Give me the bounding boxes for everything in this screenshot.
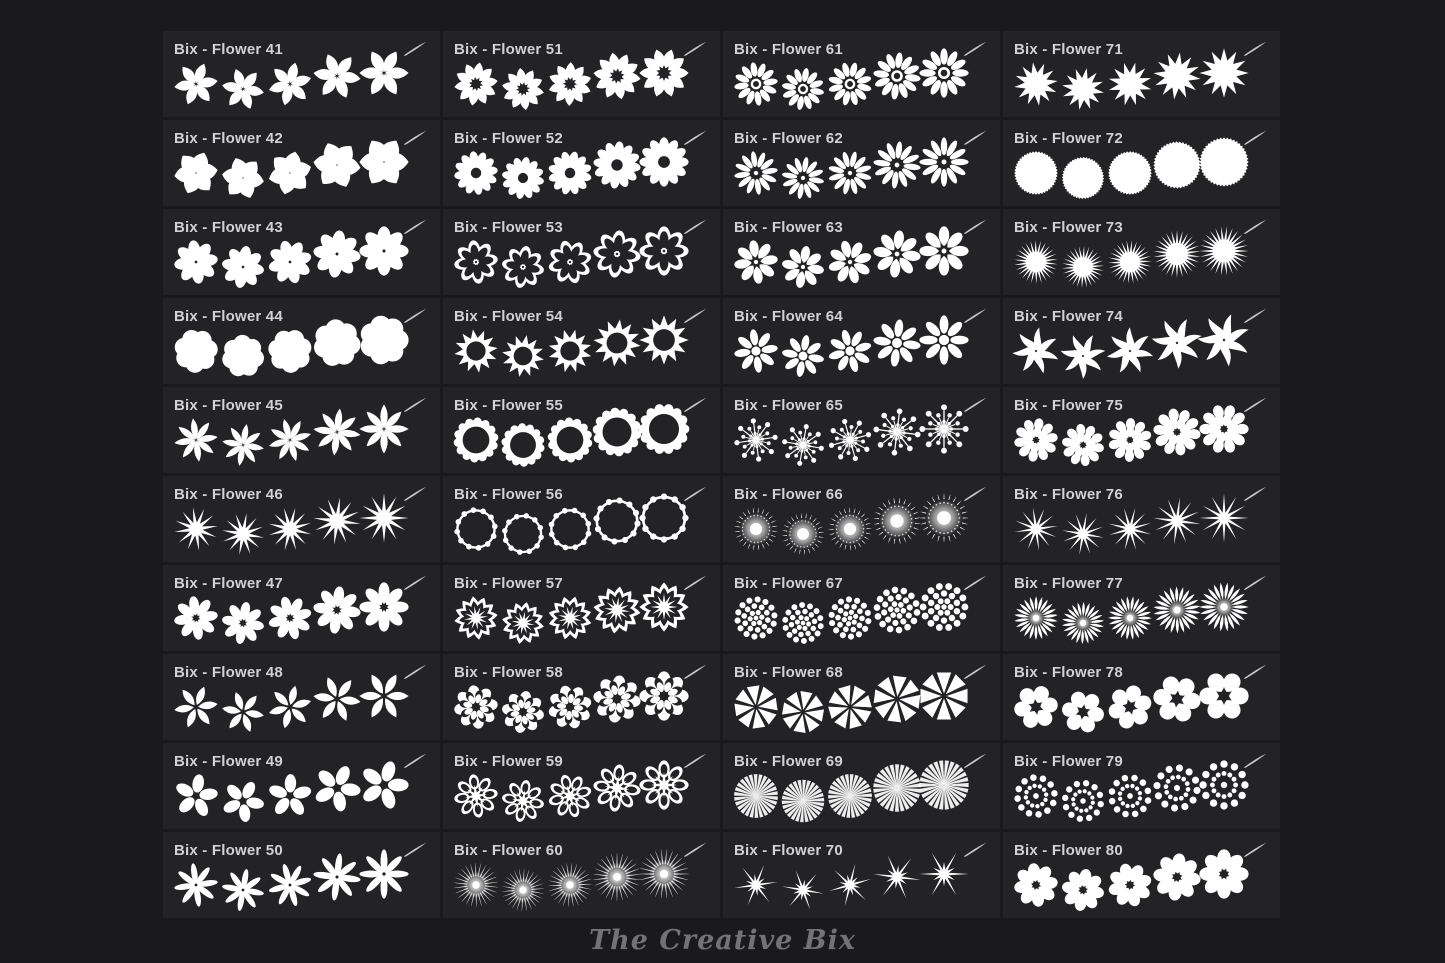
brush-stroke-icon bbox=[682, 219, 708, 235]
brush-title: Bix - Flower 61 bbox=[734, 41, 843, 58]
brand-logo: The Creative Bix bbox=[589, 925, 856, 956]
brush-card[interactable] bbox=[443, 476, 720, 562]
brush-title: Bix - Flower 66 bbox=[734, 486, 843, 503]
brush-stroke-icon bbox=[682, 664, 708, 680]
brush-title: Bix - Flower 41 bbox=[174, 41, 283, 58]
brush-stroke-icon bbox=[402, 575, 428, 591]
brush-stroke-icon bbox=[682, 486, 708, 502]
brush-card[interactable] bbox=[443, 31, 720, 117]
brush-title: Bix - Flower 60 bbox=[454, 842, 563, 859]
brush-title: Bix - Flower 56 bbox=[454, 486, 563, 503]
brush-card[interactable] bbox=[723, 387, 1000, 473]
brush-title: Bix - Flower 64 bbox=[734, 308, 843, 325]
brush-title: Bix - Flower 53 bbox=[454, 219, 563, 236]
brush-stroke-icon bbox=[402, 397, 428, 413]
brush-title: Bix - Flower 58 bbox=[454, 664, 563, 681]
brush-title: Bix - Flower 70 bbox=[734, 842, 843, 859]
brush-stroke-icon bbox=[1242, 397, 1268, 413]
brush-title: Bix - Flower 76 bbox=[1014, 486, 1123, 503]
brush-title: Bix - Flower 43 bbox=[174, 219, 283, 236]
brush-card[interactable] bbox=[163, 476, 440, 562]
brush-stroke-icon bbox=[962, 130, 988, 146]
brush-stroke-icon bbox=[962, 486, 988, 502]
brush-title: Bix - Flower 54 bbox=[454, 308, 563, 325]
brush-title: Bix - Flower 47 bbox=[174, 575, 283, 592]
brush-title: Bix - Flower 73 bbox=[1014, 219, 1123, 236]
brush-card[interactable] bbox=[1003, 387, 1280, 473]
brush-title: Bix - Flower 49 bbox=[174, 753, 283, 770]
brush-stroke-icon bbox=[1242, 308, 1268, 324]
brush-title: Bix - Flower 50 bbox=[174, 842, 283, 859]
brush-card[interactable] bbox=[1003, 298, 1280, 384]
brush-stroke-icon bbox=[402, 308, 428, 324]
brush-stroke-icon bbox=[682, 41, 708, 57]
brush-card[interactable] bbox=[443, 743, 720, 829]
brush-stroke-icon bbox=[1242, 219, 1268, 235]
brush-card[interactable] bbox=[723, 298, 1000, 384]
brush-stroke-icon bbox=[682, 308, 708, 324]
brush-card[interactable] bbox=[723, 565, 1000, 651]
brush-card[interactable] bbox=[1003, 654, 1280, 740]
brush-title: Bix - Flower 68 bbox=[734, 664, 843, 681]
brush-card[interactable] bbox=[1003, 120, 1280, 206]
brush-card[interactable] bbox=[443, 654, 720, 740]
brush-stroke-icon bbox=[402, 753, 428, 769]
brush-card[interactable] bbox=[443, 298, 720, 384]
brush-title: Bix - Flower 63 bbox=[734, 219, 843, 236]
brush-title: Bix - Flower 57 bbox=[454, 575, 563, 592]
brush-card[interactable] bbox=[443, 120, 720, 206]
brush-title: Bix - Flower 45 bbox=[174, 397, 283, 414]
brush-title: Bix - Flower 77 bbox=[1014, 575, 1123, 592]
brush-title: Bix - Flower 44 bbox=[174, 308, 283, 325]
brush-stroke-icon bbox=[962, 664, 988, 680]
brush-title: Bix - Flower 78 bbox=[1014, 664, 1123, 681]
brush-stroke-icon bbox=[1242, 664, 1268, 680]
brush-stroke-icon bbox=[402, 41, 428, 57]
brush-title: Bix - Flower 80 bbox=[1014, 842, 1123, 859]
brush-stroke-icon bbox=[682, 130, 708, 146]
brush-card[interactable] bbox=[1003, 209, 1280, 295]
brush-card[interactable] bbox=[1003, 743, 1280, 829]
brush-card[interactable] bbox=[163, 743, 440, 829]
brush-card[interactable] bbox=[1003, 31, 1280, 117]
brush-title: Bix - Flower 71 bbox=[1014, 41, 1123, 58]
brush-stroke-icon bbox=[1242, 842, 1268, 858]
brush-title: Bix - Flower 72 bbox=[1014, 130, 1123, 147]
brush-card[interactable] bbox=[723, 120, 1000, 206]
brush-card[interactable] bbox=[163, 654, 440, 740]
brush-title: Bix - Flower 67 bbox=[734, 575, 843, 592]
brush-stroke-icon bbox=[402, 130, 428, 146]
brush-stroke-icon bbox=[1242, 41, 1268, 57]
brush-title: Bix - Flower 79 bbox=[1014, 753, 1123, 770]
brush-card[interactable] bbox=[723, 31, 1000, 117]
brush-stroke-icon bbox=[1242, 486, 1268, 502]
brush-card[interactable] bbox=[723, 209, 1000, 295]
brush-card[interactable] bbox=[1003, 476, 1280, 562]
brush-title: Bix - Flower 52 bbox=[454, 130, 563, 147]
brush-stroke-icon bbox=[682, 842, 708, 858]
brush-card[interactable] bbox=[163, 387, 440, 473]
brush-title: Bix - Flower 46 bbox=[174, 486, 283, 503]
brush-title: Bix - Flower 69 bbox=[734, 753, 843, 770]
brush-stroke-icon bbox=[962, 219, 988, 235]
brush-card[interactable] bbox=[723, 832, 1000, 918]
brush-stroke-icon bbox=[962, 753, 988, 769]
brush-stroke-icon bbox=[682, 753, 708, 769]
brush-stroke-icon bbox=[962, 41, 988, 57]
brush-title: Bix - Flower 75 bbox=[1014, 397, 1123, 414]
brush-card[interactable] bbox=[163, 31, 440, 117]
brush-title: Bix - Flower 65 bbox=[734, 397, 843, 414]
brush-stroke-icon bbox=[1242, 575, 1268, 591]
footer bbox=[0, 918, 1445, 963]
brush-stroke-icon bbox=[962, 575, 988, 591]
brush-title: Bix - Flower 51 bbox=[454, 41, 563, 58]
brush-card[interactable] bbox=[1003, 565, 1280, 651]
brush-title: Bix - Flower 62 bbox=[734, 130, 843, 147]
brush-stroke-icon bbox=[962, 397, 988, 413]
brush-title: Bix - Flower 74 bbox=[1014, 308, 1123, 325]
brush-stroke-icon bbox=[402, 842, 428, 858]
brush-card[interactable] bbox=[443, 832, 720, 918]
brush-stroke-icon bbox=[402, 219, 428, 235]
brush-card[interactable] bbox=[443, 387, 720, 473]
brush-card[interactable] bbox=[723, 743, 1000, 829]
brush-stroke-icon bbox=[962, 842, 988, 858]
brush-stroke-icon bbox=[682, 397, 708, 413]
brush-card[interactable] bbox=[163, 120, 440, 206]
brush-card[interactable] bbox=[443, 209, 720, 295]
brush-card[interactable] bbox=[723, 476, 1000, 562]
brush-stroke-icon bbox=[1242, 130, 1268, 146]
brush-stroke-icon bbox=[402, 664, 428, 680]
brush-card[interactable] bbox=[723, 654, 1000, 740]
brush-card[interactable] bbox=[163, 298, 440, 384]
brush-grid bbox=[163, 31, 1280, 918]
brush-title: Bix - Flower 55 bbox=[454, 397, 563, 414]
brush-card[interactable] bbox=[163, 565, 440, 651]
brush-title: Bix - Flower 59 bbox=[454, 753, 563, 770]
brush-stroke-icon bbox=[1242, 753, 1268, 769]
brush-card[interactable] bbox=[443, 565, 720, 651]
brush-card[interactable] bbox=[163, 832, 440, 918]
brush-stroke-icon bbox=[962, 308, 988, 324]
brush-card[interactable] bbox=[163, 209, 440, 295]
brush-stroke-icon bbox=[402, 486, 428, 502]
brush-title: Bix - Flower 48 bbox=[174, 664, 283, 681]
brush-card[interactable] bbox=[1003, 832, 1280, 918]
brush-title: Bix - Flower 42 bbox=[174, 130, 283, 147]
brush-stroke-icon bbox=[682, 575, 708, 591]
